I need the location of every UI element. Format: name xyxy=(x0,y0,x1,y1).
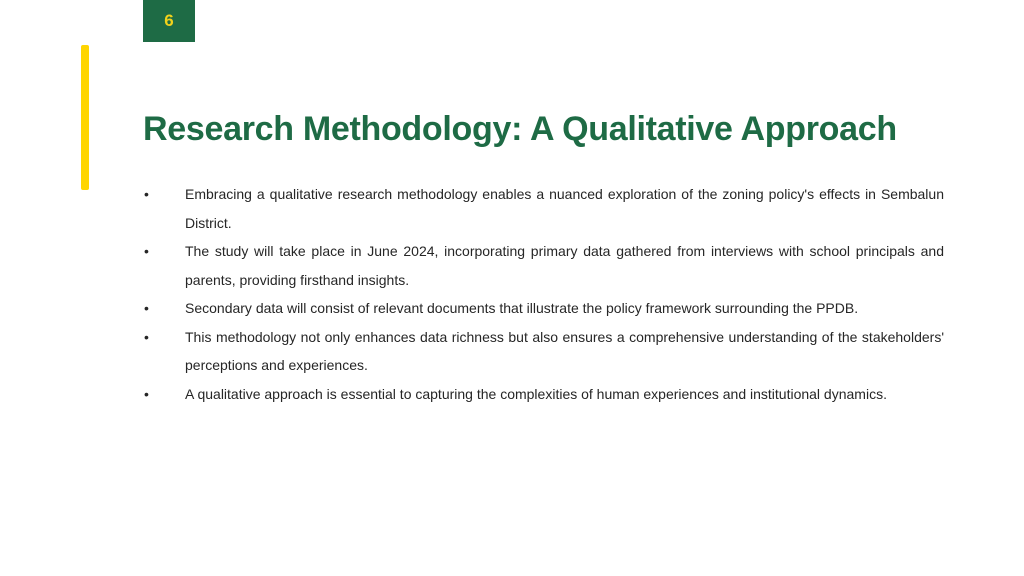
accent-bar xyxy=(81,45,89,190)
bullet-item xyxy=(143,294,944,323)
bullet-text: This methodology not only enhances data richness but also ensures a comprehensive understanding of the stakeholders' perceptions and experiences. xyxy=(185,328,944,373)
bullet-item xyxy=(143,237,944,294)
bullet-icon: • xyxy=(144,243,149,259)
slide-number: 6 xyxy=(164,11,174,30)
bullet-icon: • xyxy=(144,186,149,202)
bullet-icon: • xyxy=(144,385,149,402)
bullet-list xyxy=(143,180,944,408)
bullet-item xyxy=(143,323,944,380)
bullet-item xyxy=(143,180,944,237)
bullet-text: Secondary data will consist of relevant documents that illustrate the policy framework surrounding the PPDB. xyxy=(185,300,859,316)
bullet-icon: • xyxy=(144,300,149,316)
slide-number-badge xyxy=(143,0,195,42)
bullet-item xyxy=(143,380,944,409)
bullet-text: The study will take place in June 2024, incorporating primary data gathered from interviews with school principals and parents, providing firsthand insights. xyxy=(185,243,944,288)
bullet-text: A qualitative approach is essential to capturing the complexities of human experiences and institutional dynamics. xyxy=(185,385,887,402)
bullet-icon: • xyxy=(144,328,149,345)
bullet-text: Embracing a qualitative research methodology enables a nuanced exploration of the zoning policy's effects in Sembalun District. xyxy=(185,186,944,231)
slide-title: Research Methodology: A Qualitative Approach xyxy=(143,110,897,148)
